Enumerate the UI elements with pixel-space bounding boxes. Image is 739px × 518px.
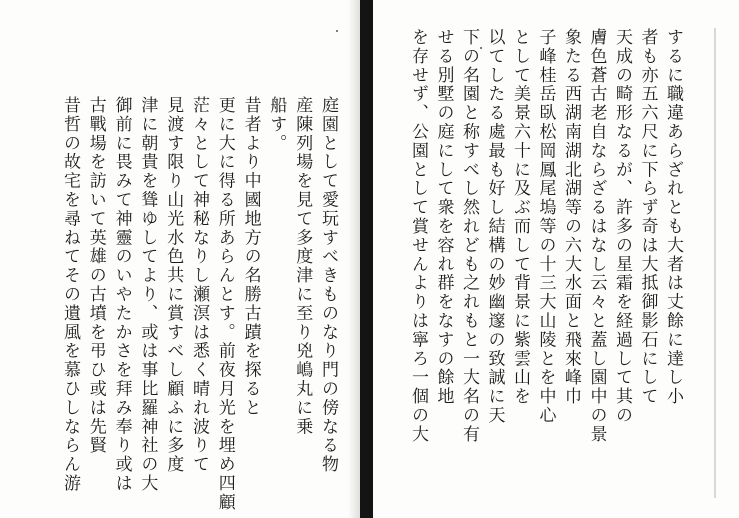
speck-mark xyxy=(336,30,338,32)
text-column: 津に朝貴を聳ゆしてより、或は事比羅神社の大 xyxy=(137,96,158,493)
text-column: 御前に畏みて神靈のいやたかさを拜み奉り或は xyxy=(111,96,132,493)
text-column: 更に大に得る所あらんとす。前夜月光を埋め四顧 xyxy=(214,96,235,512)
text-column: を存せず、公園として賞せんよりは寧ろ一個の大 xyxy=(408,28,428,444)
text-column: 者も亦五六尺に下らず奇は大抵御影石にして xyxy=(637,28,658,406)
text-column: 産陳列場を見て多度津に至り兇嶋丸に乗 xyxy=(292,96,313,437)
text-column: 以てしたる處最も好し結構の妙幽邃の致誠に天 xyxy=(484,28,505,425)
text-column: 茫々として神秘なりし瀬溟は悉く晴れ波りて xyxy=(189,96,209,474)
text-column: 昔者より中國地方の名勝古蹟を探ると xyxy=(240,96,261,418)
text-column: 天成の畸形なるが、許多の星霜を経過して其の xyxy=(612,28,632,425)
book-gutter xyxy=(360,0,373,518)
text-column: 古戰場を訪いて英雄の古墳を弔ひ或は先賢 xyxy=(85,96,106,456)
text-column: 子峰桂岳臥松岡鳳尾塢等の十三大山陵とを中心 xyxy=(535,28,556,425)
text-column: 船す。 xyxy=(266,96,287,153)
text-column: として美景六十に及ぶ而して背景に紫雲山を xyxy=(510,28,530,406)
text-column: するに職違あらざれとも大者は丈餘に達し小 xyxy=(663,28,683,406)
text-column: 昔哲の故宅を尋ねてその遺風を慕ひしならん游 xyxy=(60,96,80,493)
text-column: 膚色蒼古老自ならざるはなし云々と蓋し園中の景 xyxy=(586,28,607,444)
right-page xyxy=(373,0,739,518)
speck-mark xyxy=(480,47,482,49)
text-column: 象たる西湖南湖北湖等の六大水面と飛來峰巾 xyxy=(561,28,581,406)
text-column: 庭園として愛玩すべきものなり門の傍なる物 xyxy=(318,96,338,474)
gutter-shadow-left xyxy=(348,0,360,518)
text-column: 下の名園と称すべし然れども之れもと一大名の有 xyxy=(459,28,479,444)
text-column: 見渡す限り山光水色共に賞すべし顧ふに多度 xyxy=(163,96,184,474)
page-edge-mark xyxy=(714,28,716,498)
left-page xyxy=(0,0,360,518)
text-column: せる別墅の庭にして衆を容れ群をなすの餘地 xyxy=(433,28,454,406)
